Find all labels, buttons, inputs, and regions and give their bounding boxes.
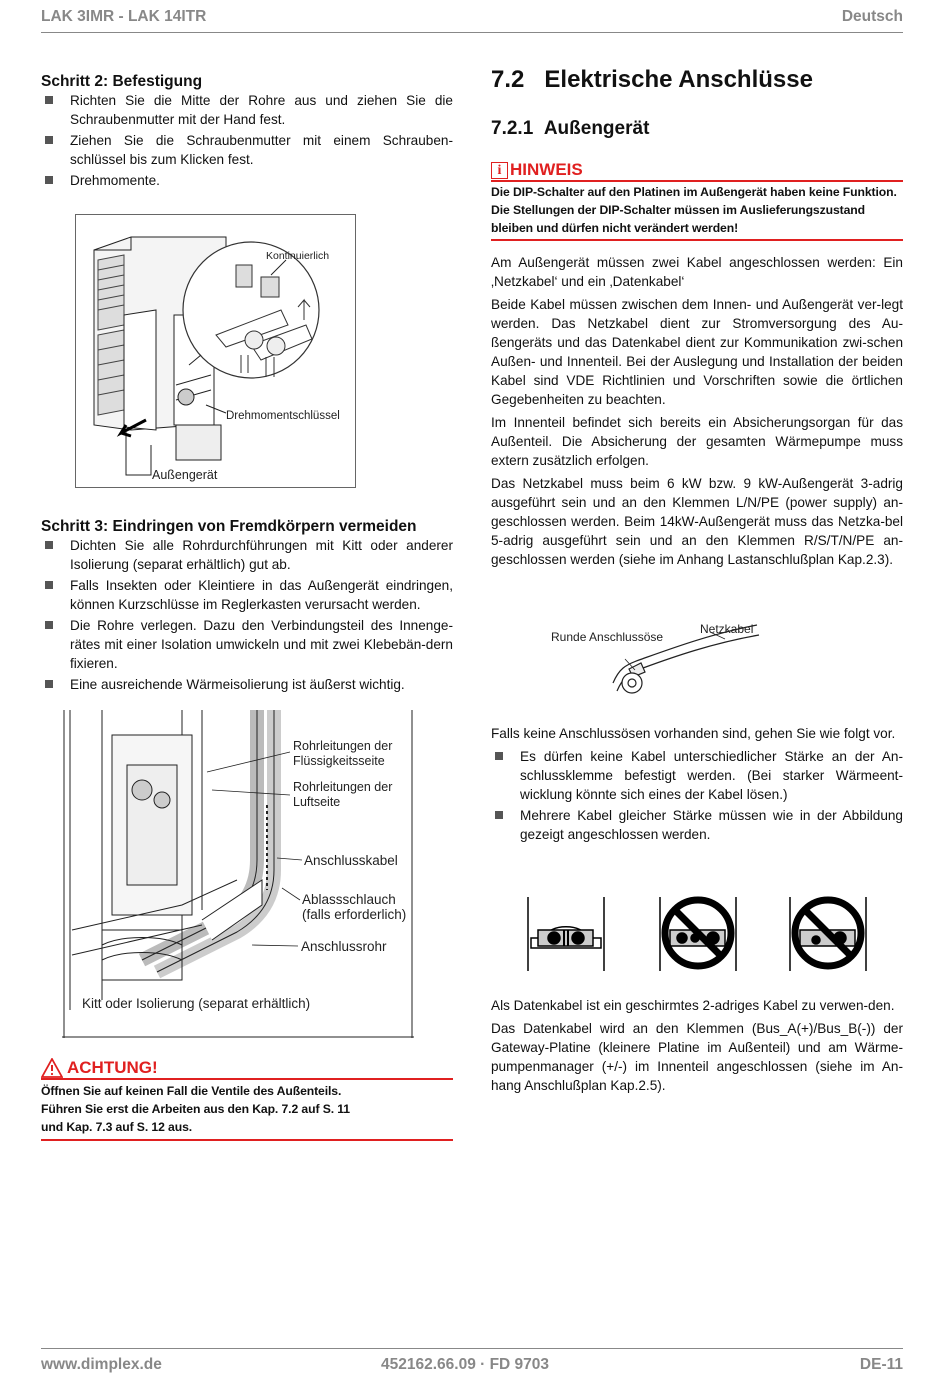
warning-icon [41, 1058, 63, 1078]
hinweis-line-2: Die Stellungen der DIP-Schalter müssen im Auslieferungszustand [491, 203, 865, 217]
hinweis-heading [491, 160, 903, 180]
label-kitt-isolierung: Kitt oder Isolierung (separat erhältlich) [82, 996, 311, 1011]
paragraph: Am Außengerät müssen zwei Kabel angeschlossen werden: Ein ‚Netzkabel‘ und ein ‚Datenkabel‘ [491, 255, 903, 289]
page-footer [41, 1348, 903, 1375]
achtung-title: ACHTUNG! [67, 1058, 158, 1077]
page-header [41, 6, 903, 33]
prohibited-terminal-icon [790, 897, 866, 971]
hinweis-line-1: Die DIP-Schalter auf den Platinen im Außengerät haben keine Funktion. [491, 185, 897, 199]
info-icon: i [491, 162, 508, 179]
paragraph: Beide Kabel müssen zwischen dem Innen- und Außengerät ver-legt werden. Das Netzkabel dient zur Stromversorgung des Au-ßengeräts und das Datenkabel dient zur Kommunikation zwi-schen Außen- und Innenteil. Bei der Auslegung und Installation der beiden Kabel sind VDE Richtlinien und Vorschriften sowie die örtlichen Gegebenheiten zu beachten. [491, 297, 903, 407]
footer-website: www.dimplex.de [41, 1356, 162, 1373]
list-item: Die Rohre verlegen. Dazu den Verbindungsteil des Innenge-rätes mit einer Isolation umwickeln und mit zwei Klebebän-dern fixieren. [41, 616, 453, 673]
achtung-heading [41, 1058, 453, 1078]
divider [491, 239, 903, 241]
achtung-line-1: Öffnen Sie auf keinen Fall die Ventile des Außenteils. [41, 1084, 342, 1098]
cable-rules-list [491, 747, 903, 844]
list-item: Falls Insekten oder Kleintiere in das Außengerät eindringen, können Kurzschlüsse im Reglerkasten verursacht werden. [41, 576, 453, 614]
list-item: Richten Sie die Mitte der Rohre aus und ziehen Sie die Schraubenmutter mit der Hand fest. [41, 91, 453, 129]
paragraph: Das Netzkabel muss beim 6 kW bzw. 9 kW-Außengerät 3-adrig ausgeführt sein und an den Klemmen L/N/PE (power supply) an-geschlossen werden. Beim 14kW-Außengerät muss das Netzka-bel 5-adrig ausgeführt sein und an den Klemmen R/S/T/N/PE an-geschlossen werden (siehe im Anhang Lastanschlußplan Kap.2.3). [491, 476, 903, 567]
right-text-block-3 [491, 996, 903, 1099]
piping-figure [62, 710, 414, 1038]
list-item: Ziehen Sie die Schraubenmutter mit einem Schrauben-schlüssel bis zum Klicken fest. [41, 131, 453, 169]
torque-figure [75, 214, 356, 488]
step3-list [41, 536, 453, 694]
label-fluessigkeitsseite-2: Flüssigkeitsseite [293, 754, 385, 768]
step3-title: Schritt 3: Eindringen von Fremdkörpern vermeiden [41, 518, 417, 535]
label-aussengeraet: Außengerät [152, 468, 218, 482]
step2-title: Schritt 2: Befestigung [41, 73, 203, 90]
ring-terminal-figure [545, 617, 775, 702]
step2-list [41, 91, 453, 190]
list-item: Mehrere Kabel gleicher Stärke müssen wie in der Abbildung gezeigt angeschlossen werden. [491, 806, 903, 844]
label-anschlusskabel: Anschlusskabel [304, 853, 398, 868]
correct-terminal-icon [528, 897, 604, 971]
step2-section [41, 72, 453, 192]
label-drehmomentschluessel: Drehmomentschlüssel [226, 410, 340, 422]
achtung-notice [41, 1058, 453, 1141]
label-ablassschlauch-1: Ablassschlauch [302, 892, 396, 907]
prohibited-terminal-icon [660, 897, 736, 971]
header-model: LAK 3IMR - LAK 14ITR [41, 8, 207, 25]
footer-page-number: DE-11 [859, 1356, 903, 1373]
footer-docnumber: 452162.66.09 · FD 9703 [381, 1356, 550, 1373]
achtung-text [41, 1080, 453, 1136]
divider [41, 1139, 453, 1141]
list-item: Dichten Sie alle Rohrdurchführungen mit Kitt oder anderer Isolierung (separat erhältlich) gut ab. [41, 536, 453, 574]
label-fluessigkeitsseite-1: Rohrleitungen der [293, 739, 393, 753]
paragraph: Falls keine Anschlussösen vorhanden sind, gehen Sie wie folgt vor. [491, 726, 896, 741]
right-text-block-2 [491, 724, 903, 846]
hinweis-notice [491, 160, 903, 241]
list-item: Drehmomente. [41, 171, 453, 190]
section-heading: Elektrische Anschlüsse [544, 66, 813, 93]
terminal-examples-figure [526, 893, 871, 973]
hinweis-line-3: bleiben und dürfen nicht verändert werden! [491, 221, 739, 235]
hinweis-title: HINWEIS [510, 160, 583, 179]
label-ablassschlauch-2: (falls erforderlich) [302, 907, 407, 922]
subsection-title [491, 118, 649, 140]
subsection-number: 7.2.1 [491, 118, 534, 139]
header-language: Deutsch [841, 8, 903, 25]
terminal-examples-illustration [526, 893, 871, 973]
paragraph: Das Datenkabel wird an den Klemmen (Bus_A(+)/Bus_B(-)) der Gateway-Platine (kleinere Platine im Außenteil) und am Wärme-pumpenmanager (+/-) im Innenteil angeschlossen (siehe im An-hang Anschlußplan Kap.2.5). [491, 1021, 903, 1093]
label-runde-anschlussoese: Runde Anschlussöse [551, 630, 664, 644]
list-item: Es dürfen keine Kabel unterschiedlicher Stärke an der An-schlussklemme befestigt werden. (Bei starker Wärmeent-wicklung könnte sich eines der Kabel lösen.) [491, 747, 903, 804]
achtung-line-2: Führen Sie erst die Arbeiten aus den Kap. 7.2 auf S. 11 [41, 1102, 350, 1116]
step3-section [41, 517, 453, 696]
section-title [491, 66, 813, 94]
paragraph: Als Datenkabel ist ein geschirmtes 2-adriges Kabel zu verwen-den. [491, 998, 895, 1013]
label-luftseite-1: Rohrleitungen der [293, 780, 393, 794]
hinweis-text [491, 182, 903, 237]
right-text-block-1 [491, 253, 903, 573]
paragraph: Im Innenteil befindet sich bereits ein Absicherungsorgan für das Außenteil. Die Absicherung der gesamten Wärmepumpe muss extern zusätzlich erfolgen. [491, 415, 903, 468]
label-kontinuierlich: Kontinuierlich [266, 250, 330, 262]
list-item: Eine ausreichende Wärmeisolierung ist äußerst wichtig. [41, 675, 453, 694]
achtung-line-3: und Kap. 7.3 auf S. 12 aus. [41, 1120, 193, 1134]
label-luftseite-2: Luftseite [293, 795, 341, 809]
subsection-heading: Außengerät [543, 118, 650, 139]
label-netzkabel: Netzkabel [700, 622, 754, 636]
section-number: 7.2 [491, 66, 525, 93]
label-anschlussrohr: Anschlussrohr [301, 939, 387, 954]
